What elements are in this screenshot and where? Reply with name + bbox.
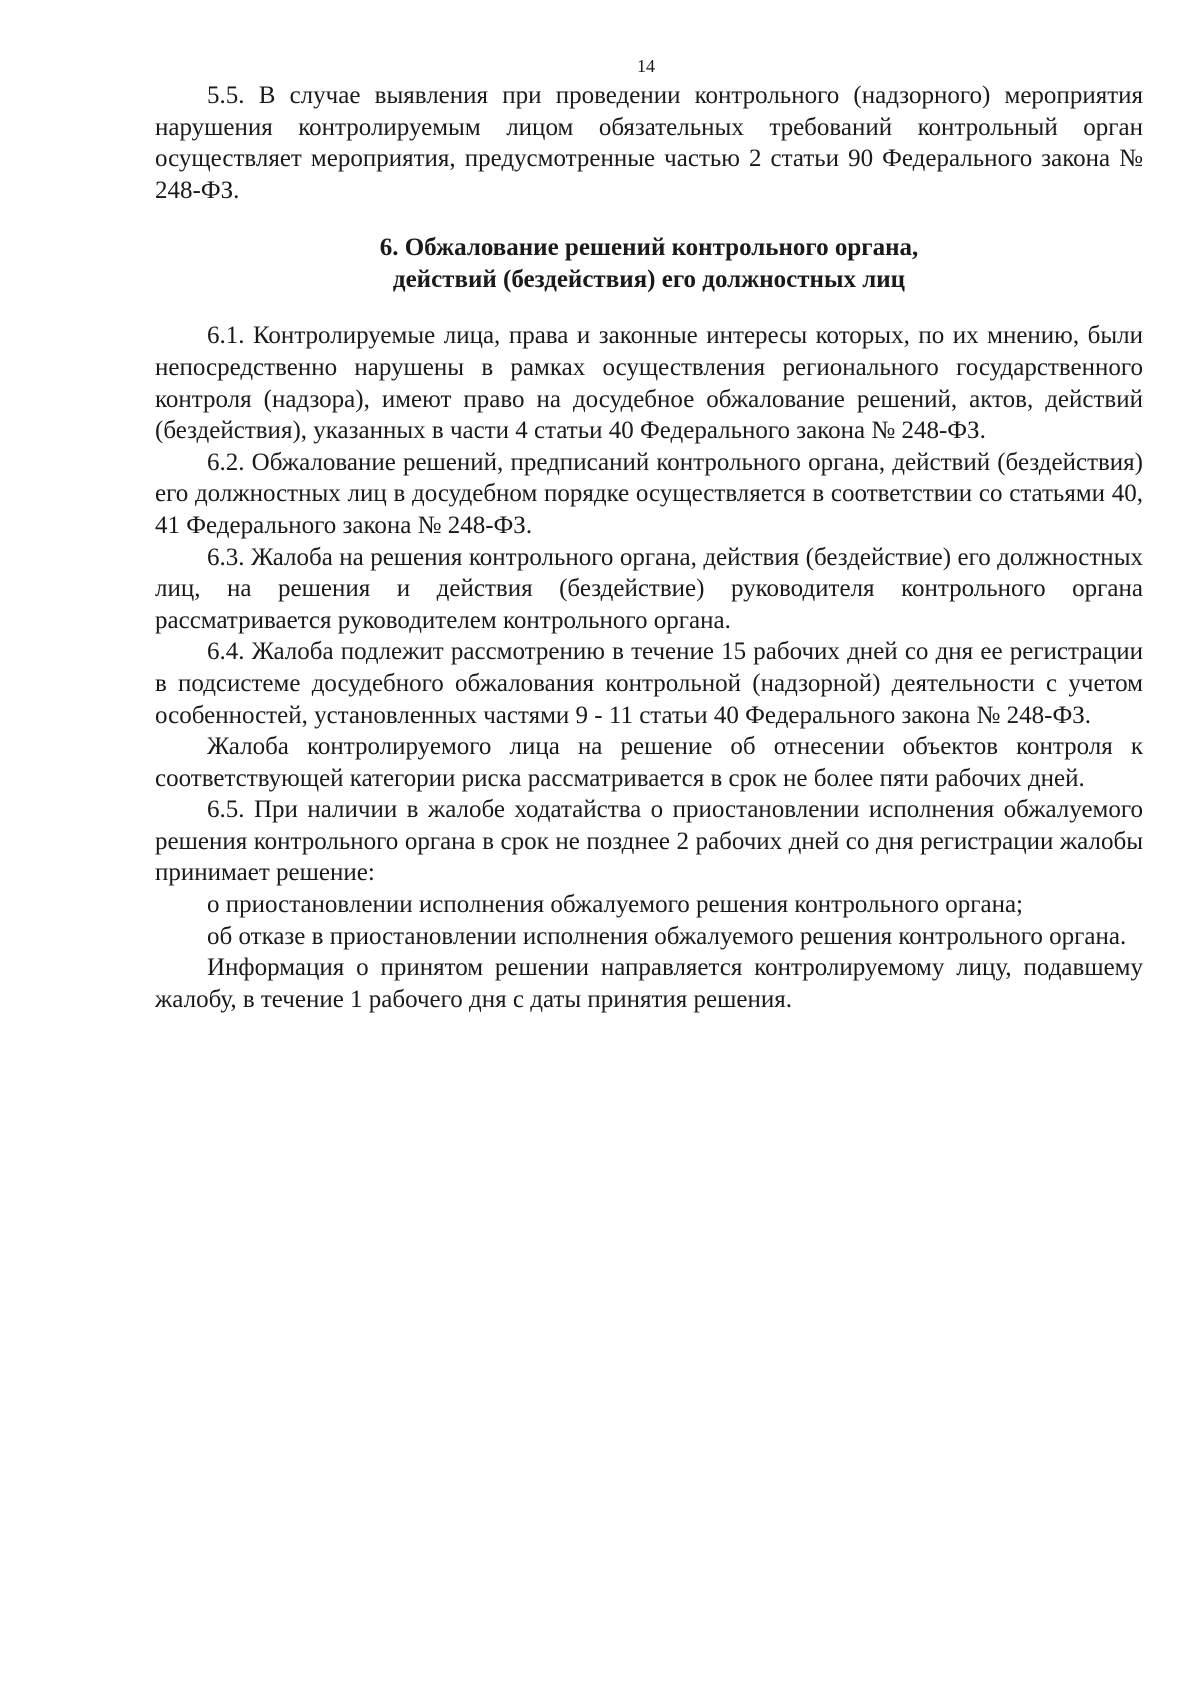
section-heading-line-1: 6. Обжалование решений контрольного органа, (379, 234, 919, 262)
paragraph-6-5-refusal: об отказе в приостановлении исполнения обжалуемого решения контрольного органа. (207, 922, 1127, 950)
paragraph-6-5-information: Информация о принятом решении направляется контролируемому лицу, подавшему жалобу, в течение 1 рабочего дня с даты принятия решения. (155, 954, 1143, 1013)
paragraph-5-5: 5.5. В случае выявления при проведении контрольного (надзорного) мероприятия нарушения контролируемым лицом обязательных требований контрольный орган осуществляет мероприятия, предусмотренные частью 2 статьи 90 Федерального закона № 248-ФЗ. (155, 82, 1143, 204)
paragraph-6-4-complaint-risk: Жалоба контролируемого лица на решение об отнесении объектов контроля к соответствующей категории риска рассматривается в срок не более пяти рабочих дней. (155, 733, 1143, 792)
paragraph-6-2: 6.2. Обжалование решений, предписаний контрольного органа, действий (бездействия) его должностных лиц в досудебном порядке осуществляется в соответствии со статьями 40, 41 Федерального закона № 248-ФЗ. (155, 448, 1143, 539)
document-body (155, 80, 1143, 1015)
paragraph-6-5-suspension: о приостановлении исполнения обжалуемого решения контрольного органа; (207, 891, 1023, 919)
page-number: 14 (637, 56, 655, 76)
paragraph-6-1: 6.1. Контролируемые лица, права и законные интересы которых, по их мнению, были непосредственно нарушены в рамках осуществления регионального государственного контроля (надзора), имеют право на досудебное обжалование решений, актов, действий (бездействия), указанных в части 4 статьи 40 Федерального закона № 248-ФЗ. (155, 322, 1143, 445)
paragraph-6-3: 6.3. Жалоба на решения контрольного органа, действия (бездействие) его должностных лиц, на решения и действия (бездействие) руководителя контрольного органа рассматривается руководителем контрольного органа. (155, 543, 1143, 634)
paragraph-6-4: 6.4. Жалоба подлежит рассмотрению в течение 15 рабочих дней со дня ее регистрации в подсистеме досудебного обжалования контрольной (надзорной) деятельности с учетом особенностей, установленных частями 9 - 11 статьи 40 Федерального закона № 248-ФЗ. (155, 638, 1143, 729)
section-heading (155, 206, 1143, 320)
paragraph-6-5: 6.5. При наличии в жалобе ходатайства о приостановлении исполнения обжалуемого решения контрольного органа в срок не позднее 2 рабочих дней со дня регистрации жалобы принимает решение: (155, 796, 1143, 887)
section-heading-line-2: действий (бездействия) его должностных лиц (392, 266, 906, 294)
